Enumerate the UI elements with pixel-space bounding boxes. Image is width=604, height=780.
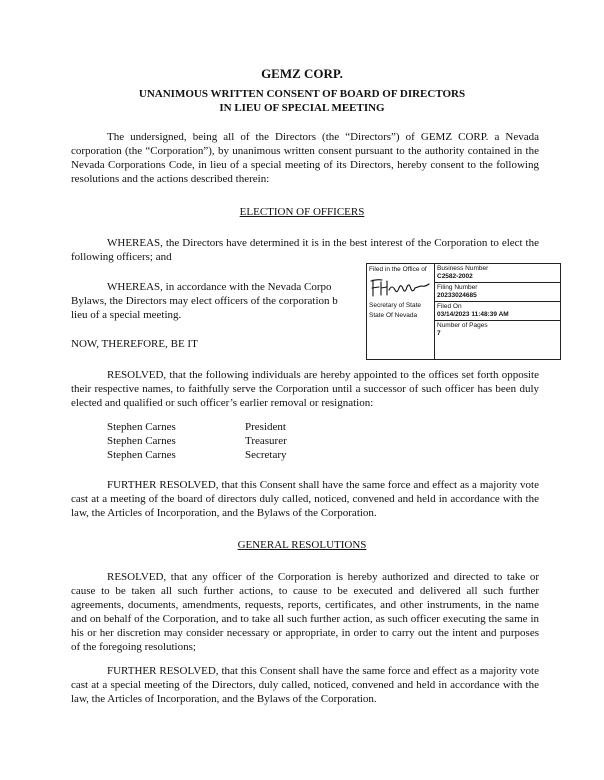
stamp-filed-in-office: Filed in the Office of xyxy=(369,266,427,273)
officer-title: President xyxy=(245,421,286,433)
stamp-state: State Of Nevada xyxy=(369,312,418,319)
whereas-paragraph-2-line3: lieu of a special meeting. xyxy=(71,309,182,321)
stamp-filing-number-cell xyxy=(435,283,560,302)
stamp-business-number-label: Business Number xyxy=(437,265,489,272)
stamp-filed-on: 03/14/2023 11:48:39 AM xyxy=(437,311,509,318)
officer-name: Stephen Carnes xyxy=(107,435,176,447)
filing-stamp xyxy=(366,263,561,360)
signature-image xyxy=(369,276,433,300)
stamp-business-number: C2582-2002 xyxy=(437,273,473,280)
stamp-pages-cell xyxy=(435,321,560,359)
stamp-pages: 7 xyxy=(437,330,441,337)
further-resolved-paragraph-1: FURTHER RESOLVED, that this Consent shall have the same force and effect as a majority vote cast at a meeting of the board of directors duly called, noticed, convened and held in accordance with the law, the Articles of Incorporation, and the Bylaws of the Corporation. xyxy=(71,479,539,519)
stamp-left-column xyxy=(367,264,435,359)
whereas-paragraph-1: WHEREAS, the Directors have determined it is in the best interest of the Corporation to elect the following officers; and xyxy=(71,237,539,263)
officer-title: Secretary xyxy=(245,449,287,461)
intro-paragraph: The undersigned, being all of the Directors (the “Directors”) of GEMZ CORP. a Nevada corporation (the “Corporation”), by unanimous written consent pursuant to the authority contained in the Nevada Corporations Code, in lieu of a special meeting of its Directors, hereby consent to the following resolutions and the actions described therein: xyxy=(71,131,539,185)
resolved-paragraph-1: RESOLVED, that the following individuals are hereby appointed to the offices set forth opposite their respective names, to faithfully serve the Corporation until a successor of such officer has been duly elected and qualified or such officer’s earlier removal or resignation: xyxy=(71,369,539,409)
stamp-pages-label: Number of Pages xyxy=(437,322,488,329)
stamp-filed-on-cell xyxy=(435,302,560,321)
whereas-paragraph-2-line1: WHEREAS, in accordance with the Nevada Corpo xyxy=(107,281,332,293)
document-title-line1: UNANIMOUS WRITTEN CONSENT OF BOARD OF DIRECTORS xyxy=(138,88,466,100)
stamp-filed-on-label: Filed On xyxy=(437,303,462,310)
stamp-business-number-cell xyxy=(435,264,560,283)
section-heading-election-of-officers: ELECTION OF OFFICERS xyxy=(239,206,365,218)
whereas-paragraph-2-line2: Bylaws, the Directors may elect officers of the corporation b xyxy=(71,295,338,307)
officer-name: Stephen Carnes xyxy=(107,421,176,433)
officer-title: Treasurer xyxy=(245,435,287,447)
company-name: GEMZ CORP. xyxy=(261,66,343,81)
section-heading-general-resolutions: GENERAL RESOLUTIONS xyxy=(237,539,367,551)
stamp-filing-number: 20233024685 xyxy=(437,292,477,299)
officer-name: Stephen Carnes xyxy=(107,449,176,461)
now-therefore: NOW, THEREFORE, BE IT xyxy=(71,338,198,350)
further-resolved-paragraph-2: FURTHER RESOLVED, that this Consent shall have the same force and effect as a majority vote cast at a special meeting of the Directors, duly called, noticed, convened and held in accordance with the law, the Articles of Incorporation, and the Bylaws of the Corporation. xyxy=(71,665,539,705)
stamp-secretary-of-state: Secretary of State xyxy=(369,302,422,309)
resolved-paragraph-2: RESOLVED, that any officer of the Corporation is hereby authorized and directed to take or cause to be taken all such further actions, to cause to be executed and delivered all such further agreements, documents, amendments, requests, reports, certificates, and other instruments, in the name and on behalf of the Corporation, and to take all such further action, as such officer executing the same in his or her discretion may consider necessary or appropriate, in order to carry out the intent and purposes of the foregoing resolutions; xyxy=(71,571,539,653)
document-title-line2: IN LIEU OF SPECIAL MEETING xyxy=(219,102,385,114)
stamp-filing-number-label: Filing Number xyxy=(437,284,478,291)
